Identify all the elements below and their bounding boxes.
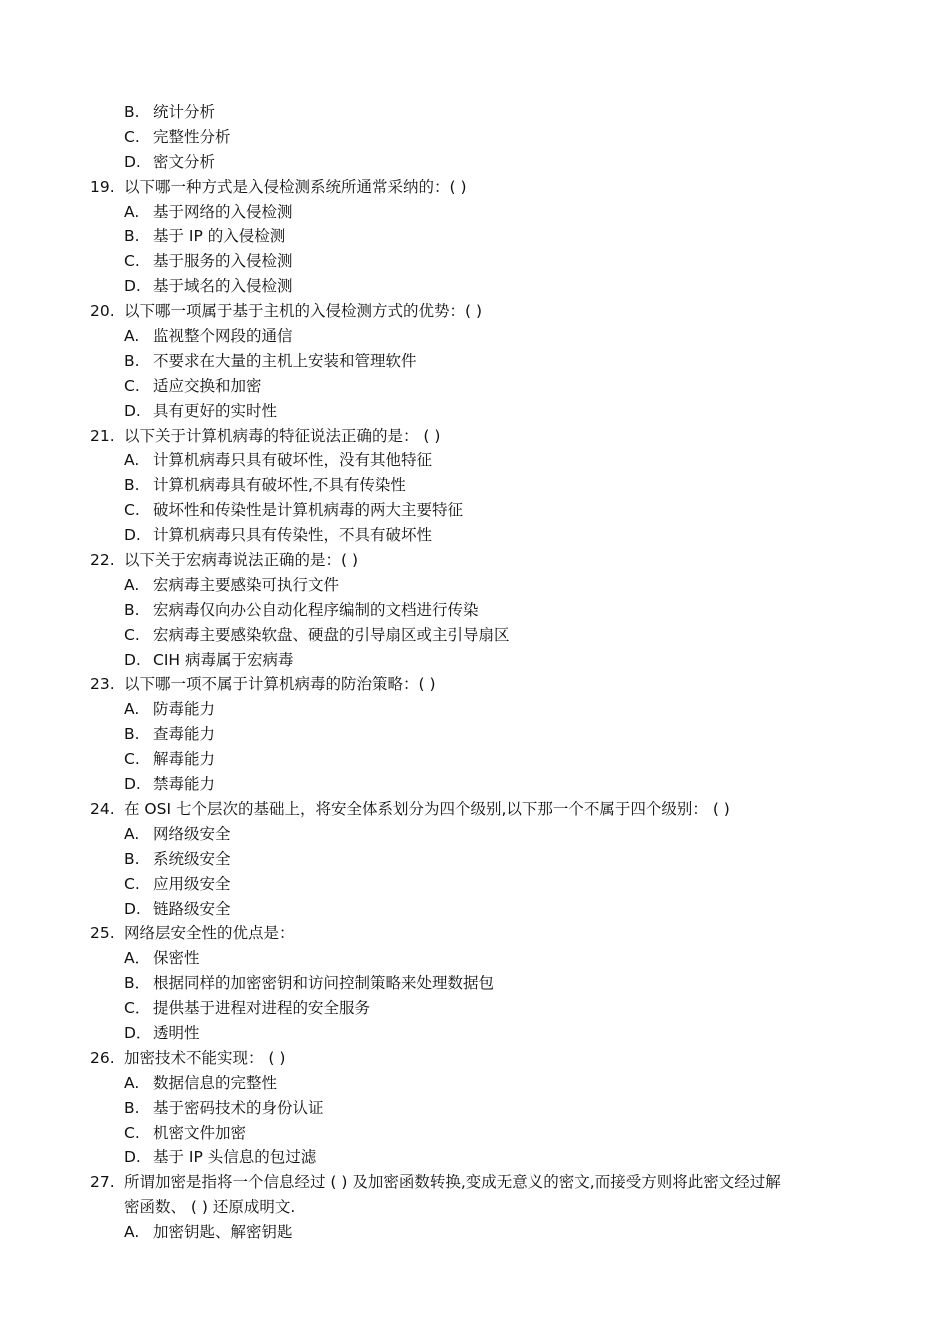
option-text: 基于 IP 头信息的包过滤 (153, 1148, 317, 1167)
option-line (0, 1071, 950, 1096)
question-text: 网络层安全性的优点是： (124, 924, 295, 943)
option-text: 密文分析 (153, 152, 216, 171)
question-line (0, 1170, 950, 1195)
option-text: 基于密码技术的身份认证 (153, 1098, 324, 1117)
option-line (0, 200, 950, 225)
option-label: B. (124, 849, 140, 868)
option-label: B. (124, 476, 140, 495)
option-label: C． (124, 999, 151, 1018)
question-number: 26. (90, 1048, 115, 1067)
option-line (0, 125, 950, 150)
option-line (0, 722, 950, 747)
question-line (0, 299, 950, 324)
option-text: 基于域名的入侵检测 (153, 277, 293, 296)
option-line (0, 946, 950, 971)
question-number: 19. (90, 177, 115, 196)
option-line (0, 523, 950, 548)
question-line (0, 797, 950, 822)
option-label: C. (124, 501, 140, 520)
option-line (0, 598, 950, 623)
option-text: 具有更好的实时性 (153, 401, 278, 420)
exam-document (0, 100, 950, 1245)
question-text: 加密技术不能实现： ( ) (124, 1048, 286, 1067)
option-line (0, 274, 950, 299)
option-label: B. (124, 351, 140, 370)
option-text: 机密文件加密 (153, 1123, 247, 1142)
option-line (0, 399, 950, 424)
option-line (0, 324, 950, 349)
option-text: 提供基于进程对进程的安全服务 (153, 999, 371, 1018)
option-label: C. (124, 127, 140, 146)
option-line (0, 224, 950, 249)
option-text: 防毒能力 (153, 700, 216, 719)
option-text: 监视整个网段的通信 (153, 327, 293, 346)
option-label: B. (124, 1098, 140, 1117)
option-text: 宏病毒主要感染可执行文件 (153, 575, 340, 594)
option-label: D． (124, 1023, 152, 1042)
option-text: 计算机病毒只具有传染性，不具有破坏性 (153, 526, 433, 545)
continuation-text: 密函数、 ( ) 还原成明文. (124, 1198, 296, 1217)
option-line (0, 249, 950, 274)
option-line (0, 1145, 950, 1170)
question-text: 以下关于宏病毒说法正确的是：( ) (124, 551, 359, 570)
option-text: 根据同样的加密密钥和访问控制策略来处理数据包 (153, 974, 495, 993)
option-text: 计算机病毒具有破坏性,不具有传染性 (153, 476, 406, 495)
option-line (0, 897, 950, 922)
option-line (0, 448, 950, 473)
option-line (0, 1121, 950, 1146)
option-label: C. (124, 376, 140, 395)
option-label: A. (124, 1073, 140, 1092)
question-text: 以下哪一项不属于计算机病毒的防治策略：( ) (124, 675, 436, 694)
option-line (0, 772, 950, 797)
option-label: D. (124, 650, 141, 669)
option-label: B. (124, 600, 140, 619)
question-number: 20. (90, 302, 115, 321)
question-number: 24. (90, 799, 115, 818)
option-line (0, 498, 950, 523)
option-label: D. (124, 152, 141, 171)
option-line (0, 473, 950, 498)
question-number: 22. (90, 551, 115, 570)
option-label: C. (124, 625, 140, 644)
option-label: C. (124, 1123, 140, 1142)
option-line (0, 1096, 950, 1121)
option-label: D. (124, 1148, 141, 1167)
option-line (0, 349, 950, 374)
option-text: 保密性 (153, 949, 200, 968)
option-label: A. (124, 575, 140, 594)
option-label: A. (124, 700, 140, 719)
option-text: 数据信息的完整性 (153, 1073, 278, 1092)
option-label: A. (124, 824, 140, 843)
option-text: 基于服务的入侵检测 (153, 252, 293, 271)
option-label: B. (124, 103, 140, 121)
option-line (0, 847, 950, 872)
question-line (0, 424, 950, 449)
option-line (0, 100, 950, 125)
option-line (0, 996, 950, 1021)
option-text: 应用级安全 (153, 874, 231, 893)
question-line (0, 548, 950, 573)
question-text: 以下哪一种方式是入侵检测系统所通常采纳的：( ) (124, 177, 467, 196)
option-label: D. (124, 401, 141, 420)
option-text: 禁毒能力 (153, 775, 216, 794)
option-text: 宏病毒仅向办公自动化程序编制的文档进行传染 (153, 600, 479, 619)
option-text: 统计分析 (153, 103, 216, 121)
option-label: C. (124, 874, 140, 893)
option-label: B. (124, 725, 140, 744)
option-line (0, 822, 950, 847)
option-text: CIH 病毒属于宏病毒 (153, 650, 294, 669)
option-label: D. (124, 899, 141, 918)
option-text: 宏病毒主要感染软盘、硬盘的引导扇区或主引导扇区 (153, 625, 510, 644)
option-line (0, 697, 950, 722)
option-line (0, 374, 950, 399)
question-line (0, 921, 950, 946)
question-text: 所谓加密是指将一个信息经过 ( ) 及加密函数转换,变成无意义的密文,而接受方则将此密文经过解 (124, 1173, 781, 1192)
question-number: 27. (90, 1173, 115, 1192)
option-line (0, 872, 950, 897)
question-number: 21. (90, 426, 115, 445)
option-line (0, 573, 950, 598)
option-text: 解毒能力 (153, 750, 216, 769)
option-text: 基于网络的入侵检测 (153, 202, 293, 221)
question-text-continuation (0, 1195, 950, 1220)
question-text: 以下哪一项属于基于主机的入侵检测方式的优势：( ) (124, 302, 483, 321)
option-label: A. (124, 202, 140, 221)
option-text: 透明性 (153, 1023, 200, 1042)
question-line (0, 672, 950, 697)
option-line (0, 623, 950, 648)
option-label: B． (124, 974, 151, 993)
question-number: 25. (90, 924, 115, 943)
option-text: 系统级安全 (153, 849, 231, 868)
question-text: 以下关于计算机病毒的特征说法正确的是： ( ) (124, 426, 441, 445)
option-label: A. (124, 327, 140, 346)
option-label: A． (124, 949, 151, 968)
option-line (0, 747, 950, 772)
option-label: B. (124, 227, 140, 246)
option-label: C. (124, 750, 140, 769)
option-label: D. (124, 277, 141, 296)
option-line (0, 150, 950, 175)
option-text: 链路级安全 (153, 899, 231, 918)
option-text: 查毒能力 (153, 725, 216, 744)
option-text: 基于 IP 的入侵检测 (153, 227, 286, 246)
option-text: 破坏性和传染性是计算机病毒的两大主要特征 (153, 501, 464, 520)
option-text: 计算机病毒只具有破坏性，没有其他特征 (153, 451, 433, 470)
question-text: 在 OSI 七个层次的基础上，将安全体系划分为四个级别,以下那一个不属于四个级别： ( ) (124, 799, 730, 818)
option-text: 适应交换和加密 (153, 376, 262, 395)
option-text: 不要求在大量的主机上安装和管理软件 (153, 351, 417, 370)
option-label: A. (124, 1223, 140, 1242)
option-line (0, 1021, 950, 1046)
option-line (0, 971, 950, 996)
option-text: 网络级安全 (153, 824, 231, 843)
option-line (0, 1220, 950, 1245)
option-label: D. (124, 775, 141, 794)
option-text: 完整性分析 (153, 127, 231, 146)
option-text: 加密钥匙、解密钥匙 (153, 1223, 293, 1242)
question-number: 23. (90, 675, 115, 694)
option-line (0, 648, 950, 673)
option-label: D. (124, 526, 141, 545)
option-label: C. (124, 252, 140, 271)
question-line (0, 1046, 950, 1071)
option-label: A. (124, 451, 140, 470)
question-line (0, 175, 950, 200)
